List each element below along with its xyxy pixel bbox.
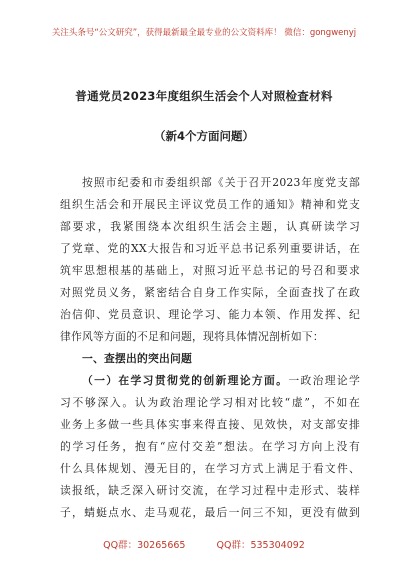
intro-line: 了党章、党的XX大报告和习近平总书记系列重要讲话，在: [60, 242, 360, 255]
point-line: 一政治理论学: [288, 374, 360, 387]
intro-line: 筑牢思想根基的基础上，对照习近平总书记的号召和要求: [60, 264, 360, 277]
intro-line: 对照党员义务，紧密结合自身工作实际，全面查找了在政: [60, 286, 360, 299]
intro-line: 按照市纪委和市委组织部《关于召开2023年度党支部: [82, 176, 360, 189]
point-lead: （一）在学习贯彻党的创新理论方面。: [82, 374, 289, 387]
section-heading: 一、查摆出的突出问题: [82, 352, 192, 365]
point-line: 子，蜻蜓点水、走马观花，最后一问三不知，更没有做到: [60, 506, 360, 519]
document-body: [60, 152, 360, 524]
intro-line: 部要求，我紧围绕本次组织生活会主题，认真研读学习: [60, 220, 360, 233]
point-line: 的学习任务，抱有“应付交差”想法。在学习方向上没有: [60, 440, 360, 453]
document-subtitle: （新4个方面问题）: [153, 129, 254, 143]
point-line: 什么具体规划、漫无目的，在学习方式上满足于看文件、: [60, 462, 360, 475]
point-first-line: [60, 370, 360, 392]
footer-qq-group-1: QQ群：30265665: [103, 540, 186, 551]
intro-line: 治信仰、党员意识、理论学习、能力本领、作用发挥、纪: [60, 308, 360, 321]
intro-line: 律作风等方面的不足和问题，现将具体情况剖析如下：: [60, 330, 324, 343]
footer-qq-group-2: QQ群：535304092: [216, 540, 305, 551]
spacer: [60, 152, 360, 172]
promo-banner: 关注头条号“公文研究”，获得最新最全最专业的公文资料库！ 微信：gongwenyj: [51, 28, 357, 38]
point-line: 习不够深入。认为政治理论学习相对比较“虚”，不如在: [60, 396, 360, 409]
footer-contacts: [0, 537, 408, 551]
document-title: 普通党员2023年度组织生活会个人对照检查材料: [75, 89, 333, 103]
point-line: 读报纸，缺乏深入研讨交流，在学习过程中走形式、装样: [60, 484, 360, 497]
point-line: 业务上多做一些具体实事来得直接、见效快，对支部安排: [60, 418, 360, 431]
intro-line: 组织生活会和开展民主评议党员工作的通知》精神和党支: [60, 198, 360, 211]
